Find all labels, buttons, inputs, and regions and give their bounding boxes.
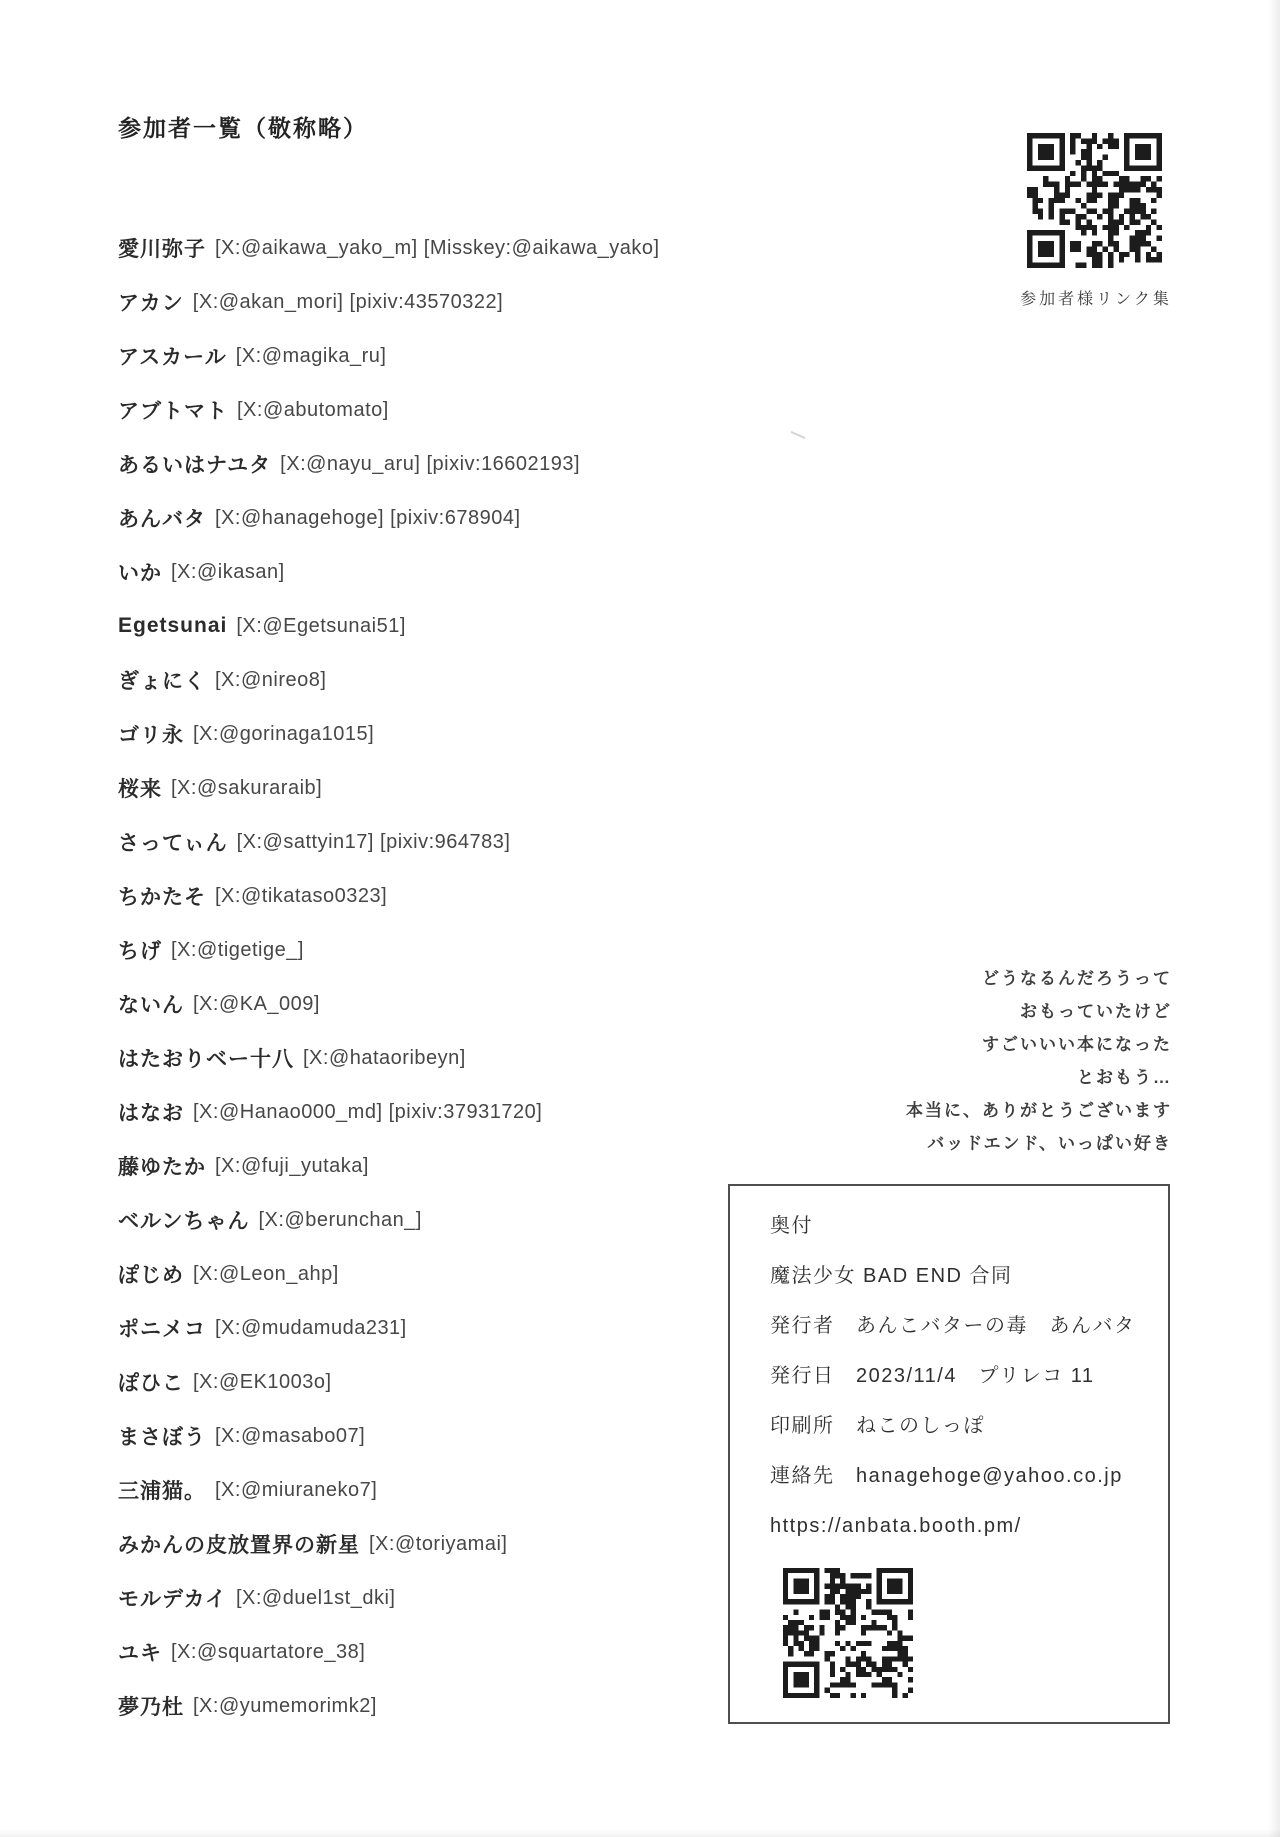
participant-handles: [X:@tigetige_] bbox=[171, 938, 304, 961]
participant-handles: [X:@EK1003o] bbox=[193, 1370, 332, 1393]
page-title: 参加者一覧（敬称略） bbox=[118, 115, 368, 141]
qr-caption: 参加者様リンク集 bbox=[1020, 291, 1172, 308]
booth-shop-qr-code bbox=[783, 1568, 913, 1698]
participant-handles: [X:@nayu_aru] [pixiv:16602193] bbox=[280, 452, 581, 475]
participant-handles: [X:@sattyin17] [pixiv:964783] bbox=[236, 830, 511, 853]
participant-name: アスカール bbox=[118, 346, 227, 369]
participant-handles: [X:@fuji_yutaka] bbox=[215, 1154, 369, 1177]
colophon-lines bbox=[770, 1201, 1136, 1551]
participant-name: 夢乃杜 bbox=[118, 1696, 184, 1719]
participant-handles: [X:@KA_009] bbox=[193, 992, 320, 1015]
participant-row bbox=[118, 545, 660, 599]
participant-name: はたおりベー十八 bbox=[118, 1048, 294, 1071]
participant-row bbox=[118, 707, 660, 761]
scan-artifact bbox=[790, 431, 805, 439]
participant-name: Egetsunai bbox=[118, 614, 228, 637]
participant-name: まさぼう bbox=[118, 1426, 206, 1449]
colophon-line: 発行者 あんこバターの毒 あんバタ bbox=[770, 1315, 1136, 1337]
participant-name: ベルンちゃん bbox=[118, 1210, 250, 1233]
participant-name: ちげ bbox=[118, 940, 162, 963]
participant-row bbox=[118, 1085, 660, 1139]
participant-handles: [X:@tikataso0323] bbox=[215, 884, 388, 907]
participant-handles: [X:@sakuraraib] bbox=[171, 776, 323, 799]
participant-row bbox=[118, 653, 660, 707]
participant-row bbox=[118, 1571, 660, 1625]
participant-handles: [X:@duel1st_dki] bbox=[235, 1586, 396, 1609]
participant-row bbox=[118, 869, 660, 923]
participant-row bbox=[118, 599, 660, 653]
note-line: 本当に、ありがとうございます bbox=[906, 1101, 1172, 1120]
participant-links-qr-code bbox=[1027, 133, 1162, 268]
participant-handles: [X:@berunchan_] bbox=[258, 1208, 422, 1231]
participant-name: モルデカイ bbox=[118, 1588, 227, 1611]
participant-handles: [X:@magika_ru] bbox=[235, 344, 387, 367]
note-line: どうなるんだろうって bbox=[982, 969, 1172, 988]
participant-handles: [X:@Leon_ahp] bbox=[193, 1262, 339, 1285]
participant-row bbox=[118, 1463, 660, 1517]
participant-row bbox=[118, 1031, 660, 1085]
participant-name: あるいはナユタ bbox=[118, 454, 272, 477]
colophon-line: 連絡先 hanagehoge@yahoo.co.jp bbox=[770, 1465, 1123, 1487]
note-line: おもっていたけど bbox=[1020, 1002, 1172, 1021]
participant-name: ちかたそ bbox=[118, 886, 206, 909]
participant-handles: [X:@hataoribeyn] bbox=[303, 1046, 466, 1069]
participant-row bbox=[118, 491, 660, 545]
participant-name: あんバタ bbox=[118, 508, 206, 531]
participant-row bbox=[118, 1247, 660, 1301]
participant-row bbox=[118, 923, 660, 977]
note-line: すごいいい本になった bbox=[982, 1035, 1172, 1054]
participant-handles: [X:@mudamuda231] bbox=[215, 1316, 407, 1339]
participant-name: アブトマト bbox=[118, 400, 228, 423]
participant-handles: [X:@toriyamai] bbox=[369, 1532, 508, 1555]
participant-handles: [X:@squartatore_38] bbox=[171, 1640, 366, 1663]
participant-row bbox=[118, 815, 660, 869]
participant-name: 三浦猫。 bbox=[118, 1480, 206, 1503]
participant-name: ポニメコ bbox=[118, 1318, 206, 1341]
colophon-line: 印刷所 ねこのしっぽ bbox=[770, 1415, 985, 1437]
participant-handles: [X:@gorinaga1015] bbox=[193, 722, 375, 745]
participant-name: アカン bbox=[118, 292, 184, 315]
participant-handles: [X:@nireo8] bbox=[215, 668, 327, 691]
participant-name: ぽひこ bbox=[118, 1372, 184, 1395]
participant-row bbox=[118, 1625, 660, 1679]
participant-row bbox=[118, 275, 660, 329]
colophon-box bbox=[728, 1184, 1170, 1724]
participant-name: ぎょにく bbox=[118, 670, 206, 693]
participant-list bbox=[118, 221, 660, 1733]
colophon-line: https://anbata.booth.pm/ bbox=[770, 1515, 1022, 1537]
colophon-heading: 奥付 bbox=[770, 1215, 813, 1237]
participant-name: ゴリ永 bbox=[118, 724, 184, 747]
participant-row bbox=[118, 437, 660, 491]
note-line: バッドエンド、いっぱい好き bbox=[927, 1134, 1172, 1153]
participant-name: 藤ゆたか bbox=[118, 1156, 206, 1179]
participant-row bbox=[118, 1679, 660, 1733]
participant-row bbox=[118, 329, 660, 383]
participant-handles: [X:@Hanao000_md] [pixiv:37931720] bbox=[193, 1100, 543, 1123]
participant-handles: [X:@masabo07] bbox=[215, 1424, 366, 1447]
participant-row bbox=[118, 761, 660, 815]
participant-row bbox=[118, 1517, 660, 1571]
participant-handles: [X:@hanagehoge] [pixiv:678904] bbox=[215, 506, 521, 529]
participant-row bbox=[118, 1193, 660, 1247]
participant-handles: [X:@Egetsunai51] bbox=[236, 614, 406, 637]
participant-row bbox=[118, 221, 660, 275]
participant-row bbox=[118, 1355, 660, 1409]
participant-row bbox=[118, 383, 660, 437]
participant-handles: [X:@miuraneko7] bbox=[215, 1478, 378, 1501]
participant-name: ないん bbox=[118, 994, 184, 1017]
scan-edge-bottom bbox=[0, 1829, 1280, 1837]
participant-name: みかんの皮放置界の新星 bbox=[118, 1534, 360, 1557]
participant-name: さってぃん bbox=[118, 832, 228, 855]
participant-row bbox=[118, 1139, 660, 1193]
participant-row bbox=[118, 977, 660, 1031]
participant-handles: [X:@aikawa_yako_m] [Misskey:@aikawa_yako] bbox=[215, 236, 660, 259]
colophon-line: 発行日 2023/11/4 プリレコ 11 bbox=[770, 1365, 1095, 1387]
afterword-note bbox=[906, 962, 1172, 1160]
scan-edge-right bbox=[1268, 0, 1280, 1837]
participant-name: はなお bbox=[118, 1102, 184, 1125]
participant-handles: [X:@ikasan] bbox=[171, 560, 285, 583]
note-line: とおもう… bbox=[1077, 1068, 1172, 1087]
participant-row bbox=[118, 1409, 660, 1463]
participant-name: 愛川弥子 bbox=[118, 238, 206, 261]
participant-name: ユキ bbox=[118, 1642, 162, 1665]
participant-handles: [X:@abutomato] bbox=[237, 398, 389, 421]
participant-name: 桜来 bbox=[118, 778, 162, 801]
colophon-line: 魔法少女 BAD END 合同 bbox=[770, 1265, 1013, 1287]
participant-name: ぽじめ bbox=[118, 1264, 184, 1287]
participant-handles: [X:@yumemorimk2] bbox=[193, 1694, 377, 1717]
participant-row bbox=[118, 1301, 660, 1355]
participant-handles: [X:@akan_mori] [pixiv:43570322] bbox=[192, 290, 504, 313]
participant-name: いか bbox=[118, 562, 162, 585]
